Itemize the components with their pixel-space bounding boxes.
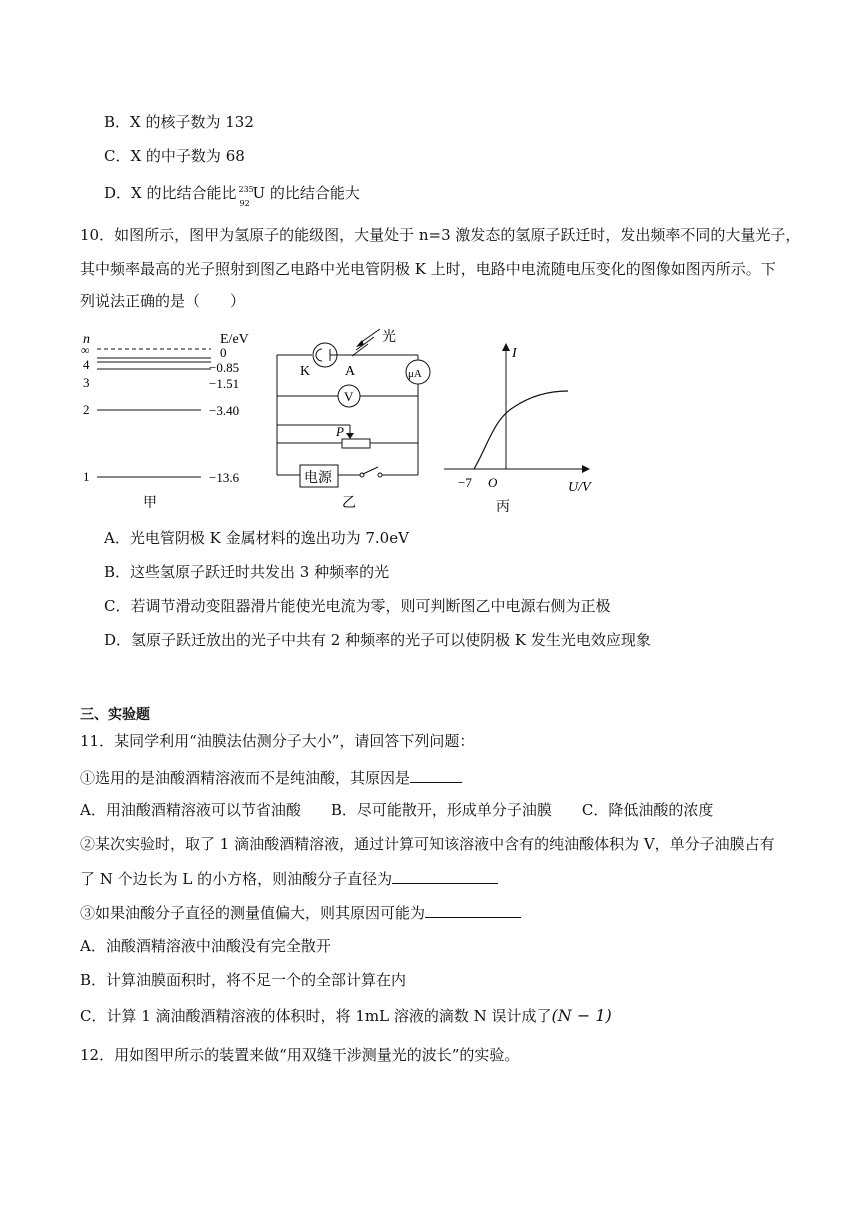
level-e-1: −13.6 xyxy=(209,470,240,485)
k-label: K xyxy=(300,364,311,379)
q11-part3-text: ③如果油酸分子直径的测量值偏大，则其原因可能为 xyxy=(80,904,426,922)
level-n-inf: ∞ xyxy=(81,343,90,357)
a-label: A xyxy=(345,364,356,379)
q10-option-c: C．若调节滑动变阻器滑片能使光电流为零，则可判断图乙中电源右侧为正极 xyxy=(104,597,611,615)
section-title: 三、实验题 xyxy=(80,707,150,723)
slider-p-label: P xyxy=(336,424,344,439)
slider-arrow xyxy=(346,433,354,439)
fig-bing-caption: 丙 xyxy=(496,500,510,515)
q10-stem-line3: 列说法正确的是（ ） xyxy=(80,292,246,310)
level-e-inf: 0 xyxy=(220,345,227,360)
option-d-prev xyxy=(104,183,360,208)
y-axis-arrow xyxy=(502,343,510,351)
answer-blank-3 xyxy=(425,902,521,918)
y-axis-label: I xyxy=(512,346,517,361)
q10-stem-line2: 其中频率最高的光子照射到图乙电路中光电管阴极 K 上时，电路中电流随电压变化的图像如图丙所示。下 xyxy=(80,260,776,278)
q11-part3-option-b: B．计算油膜面积时，将不足一个的全部计算在内 xyxy=(80,971,407,989)
level-n-4: 4 xyxy=(83,357,90,372)
switch-blade xyxy=(363,467,378,474)
e-header: E/eV xyxy=(220,332,249,347)
q11-expression: (N − 1) xyxy=(551,1006,612,1025)
q11-part2-line1: ②某次实验时，取了 1 滴油酸酒精溶液，通过计算可知该溶液中含有的纯油酸体积为 V，单分子油膜占有 xyxy=(80,835,775,853)
level-n-3: 3 xyxy=(83,375,90,390)
fig-yi-caption: 乙 xyxy=(342,496,356,511)
q11-part3-option-c xyxy=(80,1006,612,1026)
q11-part3 xyxy=(80,902,521,923)
fig-jia-caption: 甲 xyxy=(143,496,157,511)
q11-part3-option-c-text: C．计算 1 滴油酸酒精溶液的体积时，将 1mL 溶液的滴数 N 误计成了 xyxy=(80,1007,552,1025)
light-ray xyxy=(360,329,380,343)
q12-stem: 12．用如图甲所示的装置来做“用双缝干涉测量光的波长”的实验。 xyxy=(80,1046,520,1064)
option-c-prev: C．X 的中子数为 68 xyxy=(104,147,245,165)
option-d-prefix: D．X 的比结合能比 xyxy=(104,184,237,202)
nuclide-mass: 235 xyxy=(238,185,254,194)
iu-graph xyxy=(438,335,608,515)
tick-label: −7 xyxy=(458,475,472,490)
energy-level-diagram xyxy=(75,325,275,515)
q11-stem: 11．某同学利用“油膜法估测分子大小”，请回答下列问题： xyxy=(80,732,475,750)
nuclide-atomic: 92 xyxy=(239,199,250,208)
n-header: n xyxy=(83,332,90,347)
switch-contact xyxy=(378,473,382,477)
answer-blank-2 xyxy=(392,868,498,884)
current-curve xyxy=(474,391,568,469)
answer-blank-1 xyxy=(410,767,462,783)
q11-part1 xyxy=(80,767,462,788)
q11-part1-options: A．用油酸酒精溶液可以节省油酸 B．尽可能散开，形成单分子油膜 C．降低油酸的浓度 xyxy=(80,801,714,819)
nuclide-symbol xyxy=(236,183,254,208)
q10-option-d: D．氢原子跃迁放出的光子中共有 2 种频率的光子可以使阴极 K 发生光电效应现象 xyxy=(104,631,651,649)
level-e-3: −1.51 xyxy=(209,376,240,391)
x-axis-label: U/V xyxy=(568,480,591,495)
option-b-prev: B．X 的核子数为 132 xyxy=(104,113,254,131)
origin-label: O xyxy=(488,475,498,490)
option-d-suffix: 的比结合能大 xyxy=(265,184,360,202)
level-e-2: −3.40 xyxy=(209,403,240,418)
q10-option-b: B．这些氢原子跃迁时共发出 3 种频率的光 xyxy=(104,563,390,581)
level-n-1: 1 xyxy=(83,469,90,484)
power-source-label: 电源 xyxy=(304,471,332,486)
q11-part2-line2 xyxy=(80,868,498,889)
q11-part3-option-a: A．油酸酒精溶液中油酸没有完全散开 xyxy=(80,937,331,955)
q10-stem-line1: 10．如图所示，图甲为氢原子的能级图，大量处于 n=3 激发态的氢原子跃迁时，发出频率不同的大量光子， xyxy=(80,226,801,244)
level-n-2: 2 xyxy=(83,402,90,417)
light-label: 光 xyxy=(382,330,396,345)
q10-option-a: A．光电管阴极 K 金属材料的逸出功为 7.0eV xyxy=(104,529,409,547)
q11-part2-text: 了 N 个边长为 L 的小方格，则油酸分子直径为 xyxy=(80,870,393,888)
level-e-4: −0.85 xyxy=(209,360,240,375)
photoelectric-circuit xyxy=(270,325,440,515)
rheostat xyxy=(342,439,370,448)
q11-part1-text: ①选用的是油酸酒精溶液而不是纯油酸，其原因是 xyxy=(80,769,411,787)
x-axis-arrow xyxy=(582,465,590,473)
nuclide-letter: U xyxy=(252,184,266,202)
microammeter-label: μA xyxy=(408,368,422,380)
voltmeter-label: V xyxy=(344,389,354,404)
